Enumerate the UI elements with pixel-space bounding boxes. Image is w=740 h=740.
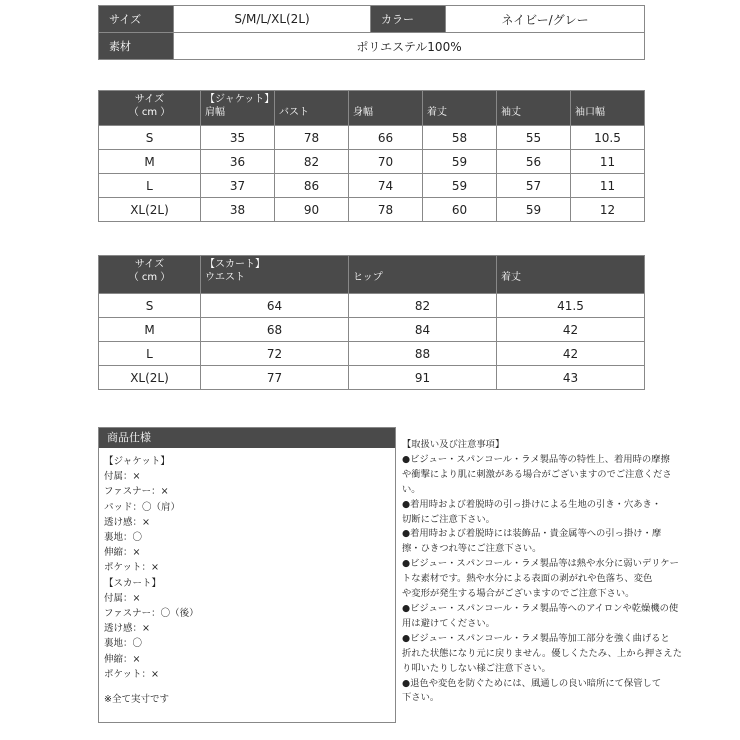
caution-notes: [402, 438, 683, 706]
spec-line: 【ジャケット】: [104, 456, 170, 467]
value-cell: 41.5: [497, 294, 645, 318]
value-cell: 58: [423, 126, 497, 150]
jacket-size-table: [98, 90, 645, 222]
value-cell: 82: [349, 294, 497, 318]
spec-line: ポケット：×: [104, 562, 159, 574]
value-cell: 59: [423, 150, 497, 174]
table-row: [99, 294, 645, 318]
value-cell: 42: [497, 318, 645, 342]
size-cell: S: [99, 126, 201, 150]
caution-line: 擦・ひきつれ等にご注意下さい。: [402, 543, 542, 555]
caution-line: や衝撃により肌に刺激がある場合がございますのでご注意くださ: [402, 468, 672, 480]
color-value: ネイビー/グレー: [446, 6, 645, 33]
size-cell: S: [99, 294, 201, 318]
value-cell: 42: [497, 342, 645, 366]
value-cell: 66: [349, 126, 423, 150]
table-row: [99, 318, 645, 342]
info-row: [99, 33, 645, 60]
skirt-column-header: ヒップ: [349, 256, 497, 294]
value-cell: 68: [201, 318, 349, 342]
spec-line: ポケット：×: [104, 668, 159, 680]
caution-line: ●着用時および着脱時の引っ掛けによる生地の引き・穴あき・: [402, 498, 662, 510]
value-cell: 91: [349, 366, 497, 390]
size-cell: XL(2L): [99, 366, 201, 390]
value-cell: 59: [423, 174, 497, 198]
spec-line: 伸縮：×: [104, 653, 141, 665]
size-cell: L: [99, 174, 201, 198]
value-cell: 70: [349, 150, 423, 174]
value-cell: 88: [349, 342, 497, 366]
value-cell: 78: [349, 198, 423, 222]
caution-line: ●ビジュー・スパンコール・ラメ製品等は熱や水分に弱いデリケー: [402, 558, 679, 570]
value-cell: 56: [497, 150, 571, 174]
product-info-table: [98, 5, 645, 60]
spec-line: 裏地：〇: [104, 532, 143, 544]
value-cell: 64: [201, 294, 349, 318]
table-row: [99, 150, 645, 174]
value-cell: 11: [571, 150, 645, 174]
caution-line: 折れた状態になり元に戻りません。優しくたたみ、上から押さえた: [402, 647, 683, 659]
value-cell: 84: [349, 318, 497, 342]
product-spec-box: [98, 427, 396, 723]
value-cell: 37: [201, 174, 275, 198]
value-cell: 11: [571, 174, 645, 198]
caution-line: い。: [402, 483, 421, 495]
jacket-column-header: 袖丈: [497, 91, 571, 126]
size-column-header: サイズ （ cm ）: [99, 256, 201, 294]
spec-note: ※全て実寸です: [104, 694, 169, 706]
jacket-header-row: [99, 91, 645, 126]
table-row: [99, 198, 645, 222]
value-cell: 78: [275, 126, 349, 150]
size-label: サイズ: [99, 6, 174, 33]
caution-line: ●ビジュー・スパンコール・ラメ製品等へのアイロンや乾燥機の使: [402, 602, 679, 614]
spec-line: 裏地：〇: [104, 638, 143, 650]
caution-line: り叩いたりしない様ご注意下さい。: [402, 662, 551, 674]
table-row: [99, 174, 645, 198]
skirt-header-row: [99, 256, 645, 294]
material-label: 素材: [99, 33, 174, 60]
color-label: カラー: [371, 6, 446, 33]
spec-line: 伸縮：×: [104, 547, 141, 559]
material-value: ポリエステル100%: [174, 33, 645, 60]
value-cell: 77: [201, 366, 349, 390]
skirt-column-header: 着丈: [497, 256, 645, 294]
table-row: [99, 366, 645, 390]
jacket-column-header: 着丈: [423, 91, 497, 126]
value-cell: 60: [423, 198, 497, 222]
spec-line: 付属：×: [104, 592, 141, 604]
value-cell: 86: [275, 174, 349, 198]
size-cell: M: [99, 150, 201, 174]
table-row: [99, 342, 645, 366]
caution-line: ●ビジュー・スパンコール・ラメ製品等加工部分を強く曲げると: [402, 632, 670, 644]
jacket-column-header: 【ジャケット】 肩幅: [201, 91, 275, 126]
skirt-size-table: [98, 255, 645, 390]
value-cell: 55: [497, 126, 571, 150]
size-cell: XL(2L): [99, 198, 201, 222]
size-column-header: サイズ （ cm ）: [99, 91, 201, 126]
value-cell: 74: [349, 174, 423, 198]
jacket-column-header: 身幅: [349, 91, 423, 126]
value-cell: 43: [497, 366, 645, 390]
spec-line: ファスナー：×: [104, 486, 169, 498]
caution-line: トな素材です。熱や水分による表面の剥がれや色落ち、変色: [402, 573, 653, 585]
spec-line: 透け感：×: [104, 516, 150, 528]
caution-line: ●ビジュー・スパンコール・ラメ製品等の特性上、着用時の摩擦: [402, 453, 670, 465]
spec-lines: [99, 448, 395, 682]
jacket-column-header: 袖口幅: [571, 91, 645, 126]
size-value: S/M/L/XL(2L): [174, 6, 371, 33]
skirt-column-header: 【スカート】 ウエスト: [201, 256, 349, 294]
spec-title: 商品仕様: [99, 428, 395, 448]
value-cell: 36: [201, 150, 275, 174]
value-cell: 59: [497, 198, 571, 222]
info-row: [99, 6, 645, 33]
value-cell: 35: [201, 126, 275, 150]
caution-line: 下さい。: [402, 692, 440, 704]
value-cell: 10.5: [571, 126, 645, 150]
spec-line: 付属：×: [104, 471, 141, 483]
caution-line: ●着用時および着脱時には装飾品・貴金属等への引っ掛け・摩: [402, 528, 662, 540]
value-cell: 12: [571, 198, 645, 222]
spec-line: 【スカート】: [104, 577, 162, 589]
value-cell: 90: [275, 198, 349, 222]
caution-line: 【取扱い及び注意事項】: [402, 439, 505, 450]
spec-line: パッド：〇（肩）: [104, 501, 181, 513]
caution-line: 用は避けてください。: [402, 617, 495, 629]
size-cell: L: [99, 342, 201, 366]
table-row: [99, 126, 645, 150]
caution-line: や変形が発生する場合がございますのでご注意下さい。: [402, 588, 635, 600]
value-cell: 72: [201, 342, 349, 366]
size-cell: M: [99, 318, 201, 342]
caution-line: 切断にご注意下さい。: [402, 513, 495, 525]
spec-line: 透け感：×: [104, 623, 150, 635]
caution-line: ●退色や変色を防ぐためには、風通しの良い暗所にて保管して: [402, 677, 662, 689]
value-cell: 82: [275, 150, 349, 174]
value-cell: 57: [497, 174, 571, 198]
jacket-column-header: バスト: [275, 91, 349, 126]
spec-line: ファスナー：〇（後）: [104, 608, 199, 620]
value-cell: 38: [201, 198, 275, 222]
